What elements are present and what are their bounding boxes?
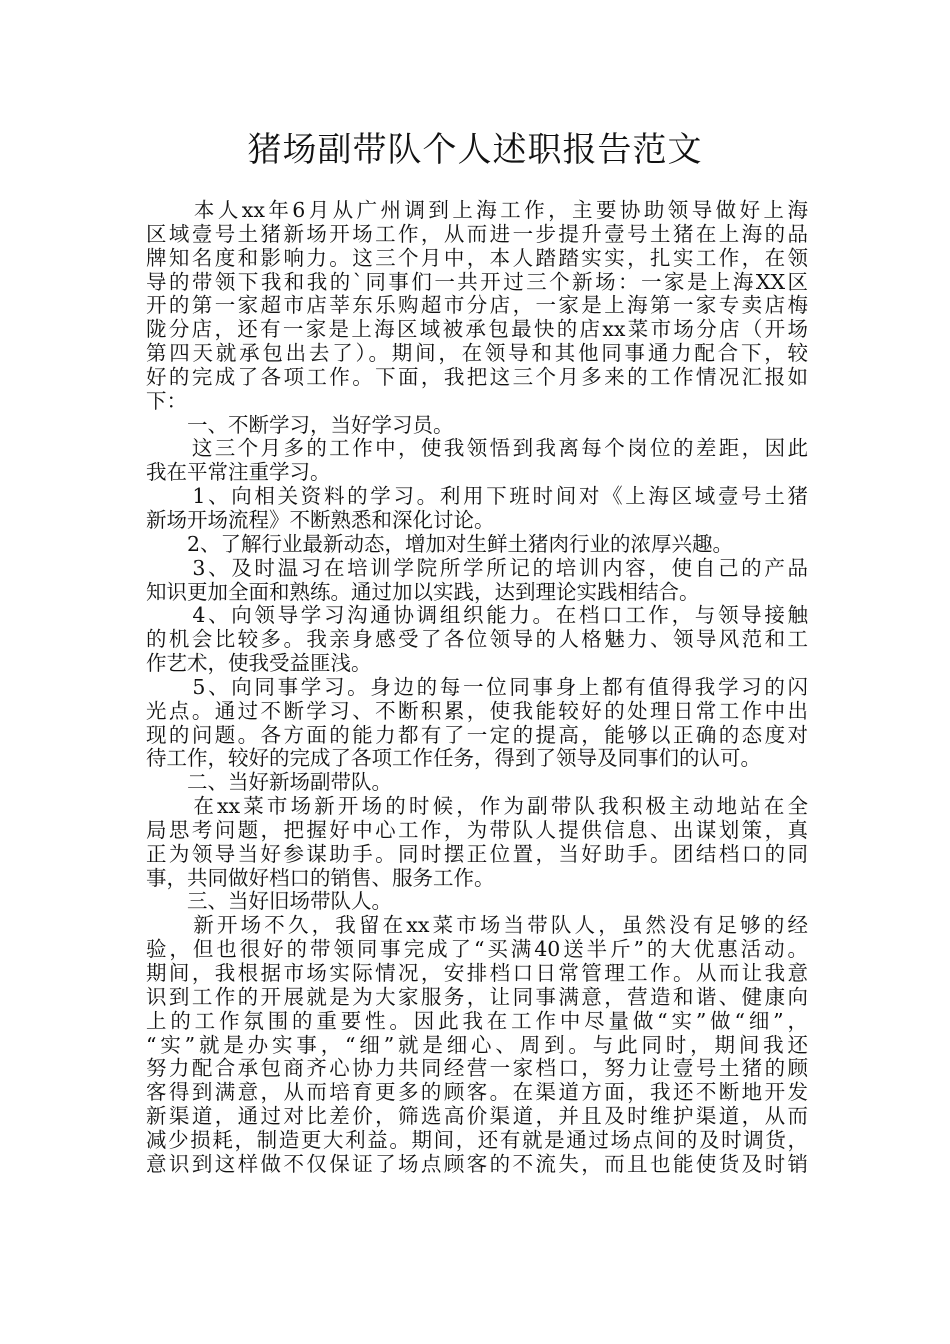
body-text-line: 一、不断学习，当好学习员。 bbox=[146, 412, 454, 437]
body-text-line: 正为领导当好参谋助手。同时摆正位置，当好助手。团结档口的同 bbox=[146, 841, 808, 866]
body-text-line: 下： bbox=[146, 388, 187, 413]
body-text-line: 在xx菜市场新开场的时候，作为副带队我积极主动地站在全 bbox=[146, 794, 808, 819]
body-text-line: 作艺术，使我受益匪浅。 bbox=[146, 651, 372, 676]
body-text-line: 知识更加全面和熟练。通过加以实践，达到理论实践相结合。 bbox=[146, 579, 700, 604]
body-text-line: 新渠道，通过对比差价，筛选高价渠道，并且及时维护渠道，从而 bbox=[146, 1104, 808, 1129]
document-title: 猪场副带队个人述职报告范文 bbox=[247, 130, 703, 170]
body-text-line: 我在平常注重学习。 bbox=[146, 460, 331, 485]
body-text-line: 这三个月多的工作中，使我领悟到我离每个岗位的差距，因此 bbox=[146, 436, 808, 461]
body-text-line: 的机会比较多。我亲身感受了各位领导的人格魅力、领导风范和工 bbox=[146, 627, 808, 652]
body-text-line: 1、向相关资料的学习。利用下班时间对《上海区域壹号土猪 bbox=[146, 484, 808, 509]
body-text-line: 3、及时温习在培训学院所学所记的培训内容，使自己的产品 bbox=[146, 555, 808, 580]
body-text-line: 识到工作的开展就是为大家服务，让同事满意，营造和谐、健康向 bbox=[146, 984, 808, 1009]
body-text-line: “实”就是办实事，“细”就是细心、周到。与此同时，期间我还 bbox=[146, 1032, 808, 1057]
body-text-line: 验，但也很好的带领同事完成了“买满40送半斤”的大优惠活动。 bbox=[146, 937, 808, 962]
body-text-line: 事，共同做好档口的销售、服务工作。 bbox=[146, 865, 495, 890]
body-text-line: 三、当好旧场带队人。 bbox=[146, 889, 392, 914]
body-text-line: 新场开场流程》不断熟悉和深化讨论。 bbox=[146, 507, 495, 532]
body-text-line: 现的问题。各方面的能力都有了一定的提高，能够以正确的态度对 bbox=[146, 722, 808, 747]
body-text-line: 意识到这样做不仅保证了场点顾客的不流失，而且也能使货及时销 bbox=[146, 1151, 808, 1176]
body-text-line: 待工作，较好的完成了各项工作任务，得到了领导及同事们的认可。 bbox=[146, 746, 761, 771]
body-text-line: 二、当好新场副带队。 bbox=[146, 770, 392, 795]
body-text-line: 新开场不久，我留在xx菜市场当带队人，虽然没有足够的经 bbox=[146, 913, 808, 938]
body-text-line: 努力配合承包商齐心协力共同经营一家档口，努力让壹号土猪的顾 bbox=[146, 1056, 808, 1081]
body-text-line: 2、了解行业最新动态，增加对生鲜土猪肉行业的浓厚兴趣。 bbox=[146, 531, 734, 556]
body-text-line: 上的工作氛围的重要性。因此我在工作中尽量做“实”做“细”， bbox=[146, 1008, 808, 1033]
body-text-line: 区域壹号土猪新场开场工作，从而进一步提升壹号土猪在上海的品 bbox=[146, 221, 808, 246]
body-text-line: 减少损耗，制造更大利益。期间，还有就是通过场点间的及时调货， bbox=[146, 1127, 808, 1152]
body-text-line: 5、向同事学习。身边的每一位同事身上都有值得我学习的闪 bbox=[146, 674, 808, 699]
body-text-line: 开的第一家超市店莘东乐购超市分店，一家是上海第一家专卖店梅 bbox=[146, 293, 808, 318]
body-text-line: 陇分店，还有一家是上海区域被承包最快的店xx菜市场分店（开场 bbox=[146, 317, 808, 342]
document-body bbox=[146, 199, 808, 1177]
body-text-line: 期间，我根据市场实际情况，安排档口日常管理工作。从而让我意 bbox=[146, 961, 808, 985]
body-text-line: 牌知名度和影响力。这三个月中，本人踏踏实实，扎实工作，在领 bbox=[146, 245, 808, 270]
body-text-line: 第四天就承包出去了）。期间，在领导和其他同事通力配合下，较 bbox=[146, 341, 808, 366]
body-text-line: 光点。通过不断学习、不断积累，使我能较好的处理日常工作中出 bbox=[146, 698, 808, 723]
body-text-line: 局思考问题，把握好中心工作，为带队人提供信息、出谋划策，真 bbox=[146, 817, 808, 842]
body-text-line: 好的完成了各项工作。下面，我把这三个月多来的工作情况汇报如 bbox=[146, 364, 808, 389]
body-text-line: 本人xx年6月从广州调到上海工作，主要协助领导做好上海 bbox=[146, 198, 808, 222]
body-text-line: 客得到满意，从而培育更多的顾客。在渠道方面，我还不断地开发 bbox=[146, 1080, 808, 1105]
body-text-line: 导的带领下我和我的`同事们一共开过三个新场：一家是上海XX区 bbox=[146, 269, 808, 294]
body-text-line: 4、向领导学习沟通协调组织能力。在档口工作，与领导接触 bbox=[146, 603, 808, 628]
